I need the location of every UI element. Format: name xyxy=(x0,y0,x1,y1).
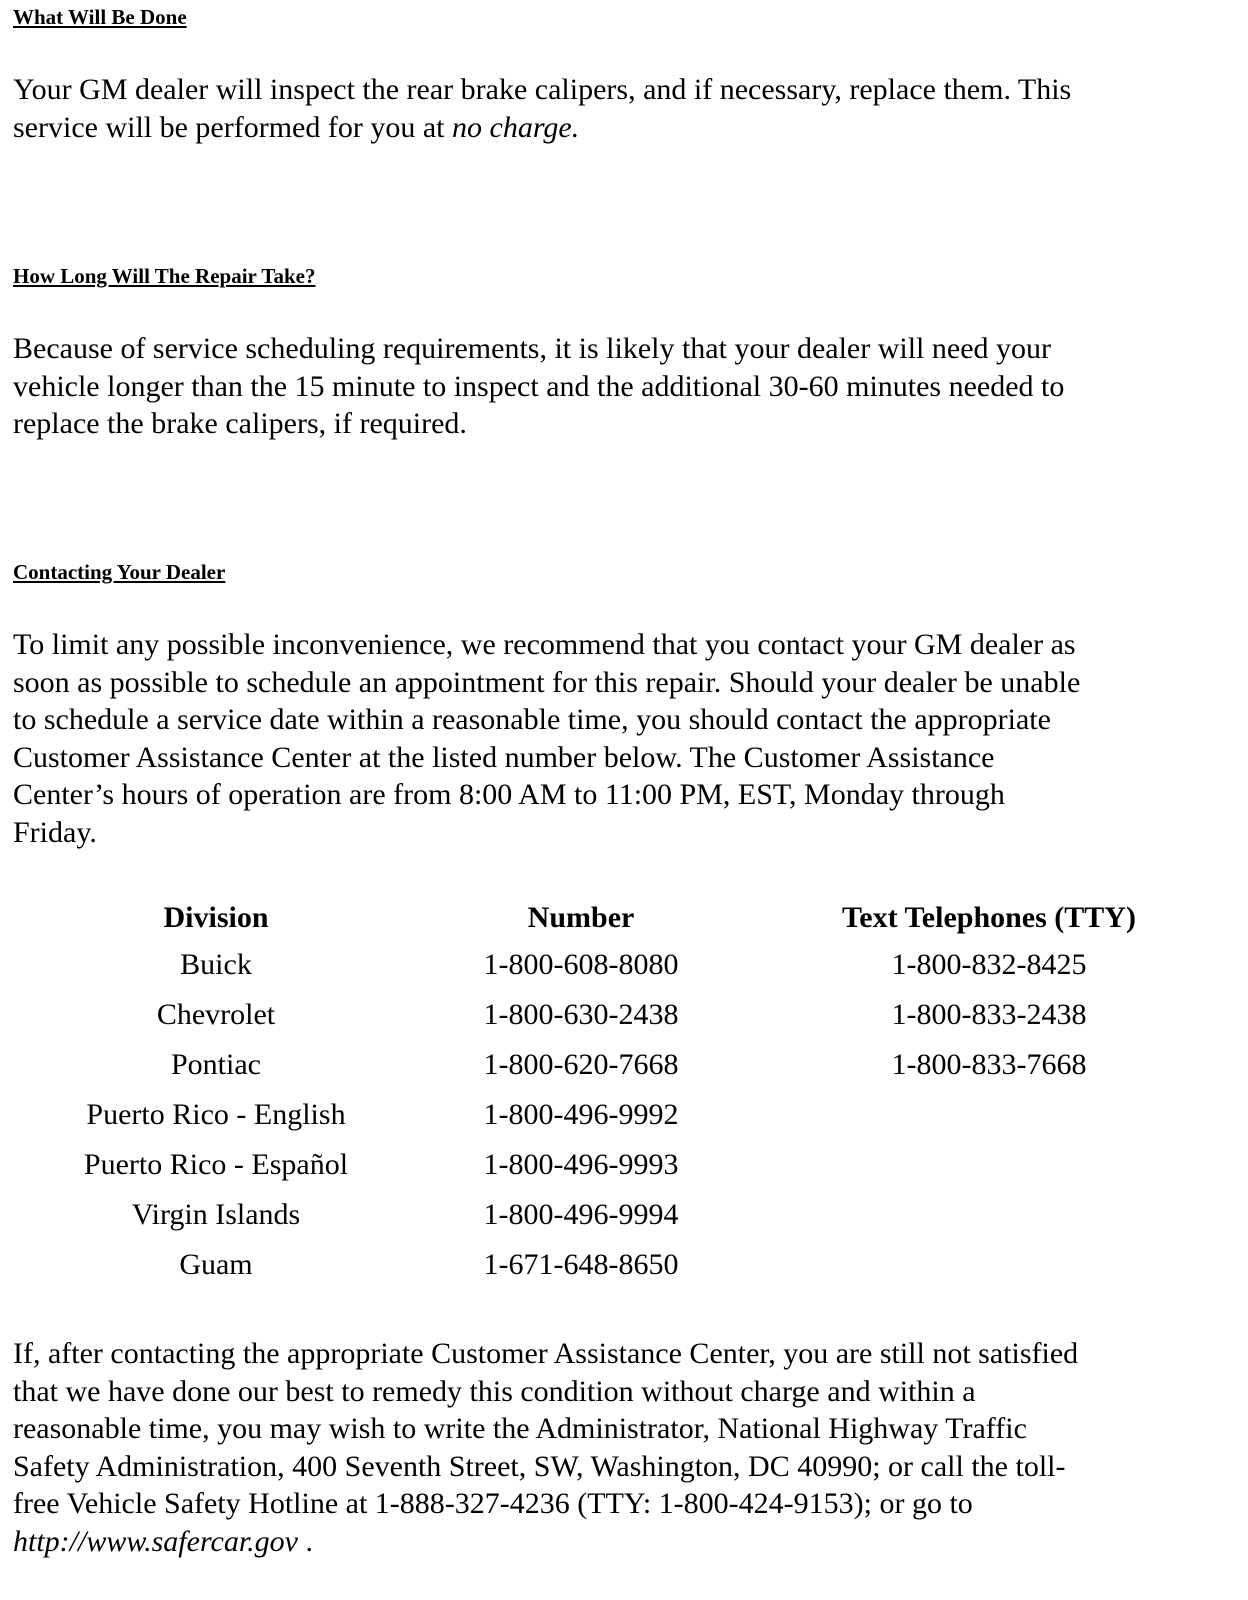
paragraph-line: replace the brake calipers, if required. xyxy=(13,407,467,440)
number-cell: 1-800-496-9992 xyxy=(483,1098,679,1131)
tty-cell xyxy=(730,1090,1248,1140)
number-cell: 1-800-496-9993 xyxy=(483,1148,679,1181)
paragraph-line: To limit any possible inconvenience, we recommend that you contact your GM dealer as xyxy=(13,628,1076,661)
paragraph-line: Your GM dealer will inspect the rear brake calipers, and if necessary, replace them. This xyxy=(13,73,1072,106)
url-suffix: . xyxy=(298,1524,313,1558)
paragraph-how-long xyxy=(13,330,1208,443)
paragraph-line xyxy=(13,109,1208,147)
table-row xyxy=(0,1090,1248,1140)
table-row xyxy=(0,940,1248,990)
paragraph-line: If, after contacting the appropriate Customer Assistance Center, you are still not satisfied xyxy=(13,1337,1079,1370)
paragraph-line: Friday. xyxy=(13,815,97,849)
tty-cell: 1-800-832-8425 xyxy=(891,948,1087,981)
division-cell: Chevrolet xyxy=(156,998,276,1031)
paragraph-contacting-dealer xyxy=(13,626,1208,851)
table-row xyxy=(0,1040,1248,1090)
paragraph-line: Because of service scheduling requirements, it is likely that your dealer will need your xyxy=(13,332,1052,365)
paragraph-line: free Vehicle Safety Hotline at 1-888-327-4236 (TTY: 1-800-424-9153); or go to xyxy=(13,1487,973,1520)
paragraph-line: reasonable time, you may wish to write the Administrator, National Highway Traffic xyxy=(13,1412,1027,1445)
tty-cell xyxy=(730,1140,1248,1190)
paragraph-line: Safety Administration, 400 Seventh Street, SW, Washington, DC 40990; or call the toll- xyxy=(13,1449,1066,1483)
paragraph-line: soon as possible to schedule an appointment for this repair. Should your dealer be unable xyxy=(13,665,1081,699)
heading-contacting-dealer: Contacting Your Dealer xyxy=(13,560,226,584)
paragraph-line-text: service will be performed for you at xyxy=(13,110,452,144)
tty-cell xyxy=(730,1190,1248,1240)
paragraph-line: Center’s hours of operation are from 8:00 AM to 11:00 PM, EST, Monday through xyxy=(13,778,1005,811)
paragraph-line xyxy=(13,1523,1208,1561)
paragraph-closing xyxy=(13,1335,1208,1560)
division-cell: Puerto Rico - English xyxy=(86,1098,346,1131)
paragraph-line: that we have done our best to remedy this condition without charge and within a xyxy=(13,1374,976,1408)
number-cell: 1-671-648-8650 xyxy=(483,1248,679,1281)
customer-assistance-table xyxy=(0,896,1248,1290)
table-row xyxy=(0,990,1248,1040)
tty-cell: 1-800-833-2438 xyxy=(891,998,1087,1031)
table-header-row xyxy=(0,896,1248,940)
column-header-number: Number xyxy=(527,901,635,934)
paragraph-what-will-be-done xyxy=(13,71,1208,146)
number-cell: 1-800-620-7668 xyxy=(483,1048,679,1081)
safercar-link[interactable]: http://www.safercar.gov xyxy=(13,1524,298,1558)
column-header-division: Division xyxy=(163,901,269,934)
table-row xyxy=(0,1140,1248,1190)
number-cell: 1-800-630-2438 xyxy=(483,998,679,1031)
tty-cell: 1-800-833-7668 xyxy=(891,1048,1087,1081)
no-charge-emphasis: no charge. xyxy=(452,110,580,144)
tty-cell xyxy=(730,1240,1248,1290)
table-row xyxy=(0,1240,1248,1290)
division-cell: Virgin Islands xyxy=(131,1198,301,1231)
paragraph-line: vehicle longer than the 15 minute to inspect and the additional 30-60 minutes needed to xyxy=(13,369,1065,403)
paragraph-line: Customer Assistance Center at the listed number below. The Customer Assistance xyxy=(13,740,995,774)
number-cell: 1-800-496-9994 xyxy=(483,1198,679,1231)
division-cell: Pontiac xyxy=(171,1048,261,1081)
heading-how-long: How Long Will The Repair Take? xyxy=(13,264,316,288)
heading-what-will-be-done: What Will Be Done xyxy=(13,5,187,29)
paragraph-line: to schedule a service date within a reasonable time, you should contact the appropriate xyxy=(13,703,1051,736)
division-cell: Puerto Rico - Español xyxy=(83,1148,349,1181)
division-cell: Buick xyxy=(180,948,252,981)
division-cell: Guam xyxy=(179,1248,253,1281)
table-row xyxy=(0,1190,1248,1240)
column-header-tty: Text Telephones (TTY) xyxy=(842,901,1136,934)
number-cell: 1-800-608-8080 xyxy=(483,948,679,981)
